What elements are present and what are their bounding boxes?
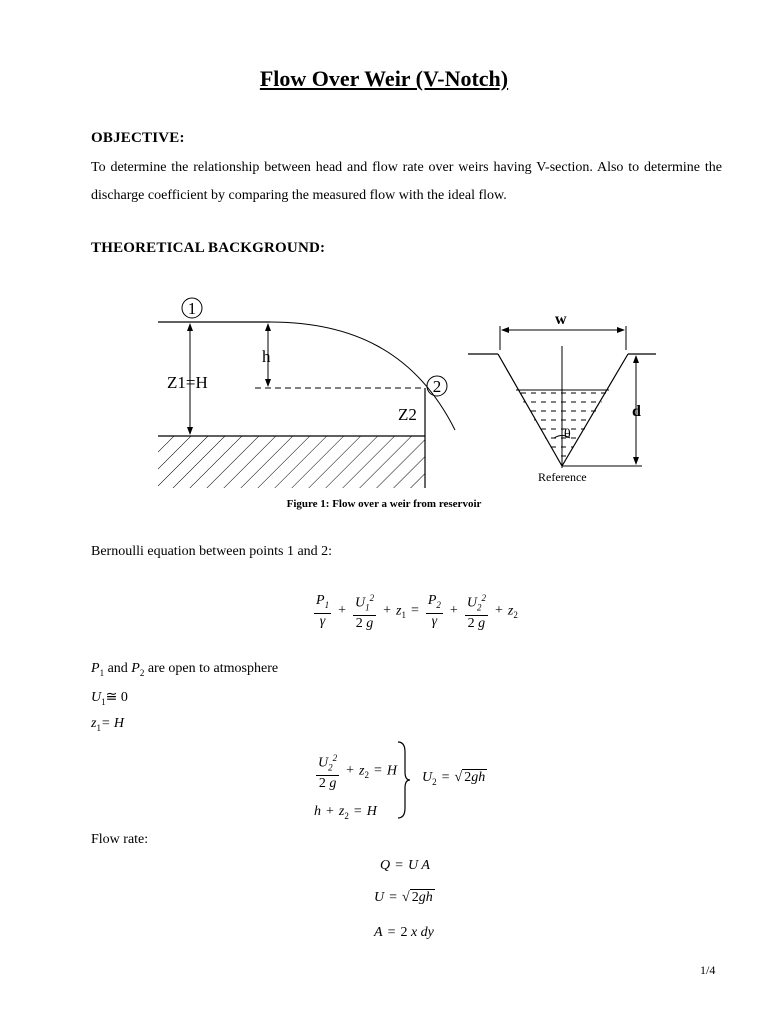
bernoulli-intro: Bernoulli equation between points 1 and 2: <box>91 544 333 559</box>
objective-heading: OBJECTIVE: <box>91 130 185 146</box>
point2-label: 2 <box>432 377 442 396</box>
velocity-formula: U = √ 2gh <box>374 890 433 905</box>
h-label: h <box>262 347 271 366</box>
background-heading: THEORETICAL BACKGROUND: <box>91 240 326 256</box>
flow-rate-label: Flow rate: <box>91 832 149 847</box>
condition-u1: $U_1≅$ 0 <box>91 690 128 707</box>
bernoulli-equation: $\frac{P_1}{\gamma}$ + $\frac{U_1^2}{2 g}$ + $z_1$ = $\frac{P_2}{\gamma}$ + $\frac{U_2^2}{2 g}$ + $z_2$ <box>312 590 518 632</box>
condition-z1: $z_1= H$ <box>91 716 125 733</box>
condition-atmosphere: $P_1$ and $P_2$ are open to atmosphere <box>91 661 279 678</box>
w-label: w <box>555 311 567 328</box>
figure-caption: Figure 1: Flow over a weir from reservoir <box>286 498 482 510</box>
reservoir-weir-drawing <box>158 298 455 488</box>
v-notch-drawing <box>468 326 656 468</box>
reference-label: Reference <box>538 470 587 484</box>
flow-rate-equation: Q = U A <box>380 858 430 873</box>
page-title: Flow Over Weir (V-Notch) <box>259 66 509 91</box>
z2-label: Z2 <box>398 405 417 424</box>
brace-icon <box>396 740 412 820</box>
weir-figure <box>150 290 670 495</box>
point1-label: 1 <box>187 299 197 318</box>
area-formula: A = 2 x dy <box>374 925 434 940</box>
velocity-derivation: $\frac{U_2^2}{2 g}$ + $z_2 = H$ $h + z_2 = H$ <box>314 750 397 821</box>
page-number: 1/4 <box>700 963 716 977</box>
z1-label: Z1=H <box>167 373 208 392</box>
objective-text: To determine the relationship between head and flow rate over weirs having V-section. Also to determine the discharge coefficient by comparing the measured flow with the ideal flow. <box>91 160 722 203</box>
theta-label: θ <box>564 427 571 442</box>
d-label: d <box>632 403 641 420</box>
velocity-equation: $U_2$ = √ 2gh <box>422 770 486 787</box>
